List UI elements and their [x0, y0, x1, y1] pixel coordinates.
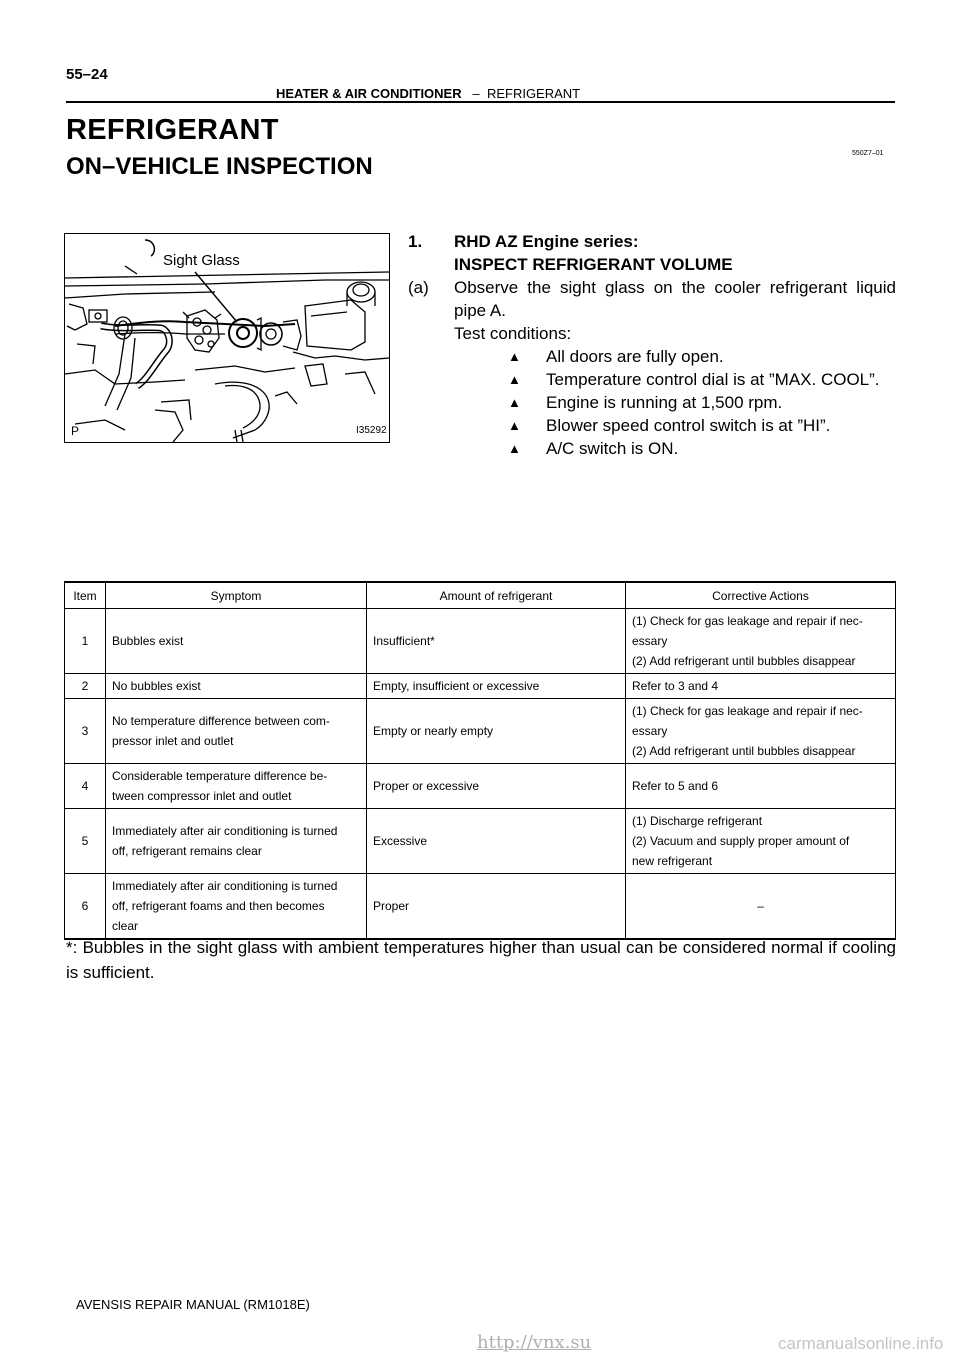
triangle-bullet-icon: ▲	[508, 418, 521, 433]
cell-line: tween compressor inlet and outlet	[112, 789, 292, 803]
step-1-line2: INSPECT REFRIGERANT VOLUME	[454, 255, 733, 274]
step-1-number: 1.	[408, 232, 423, 251]
header-divider	[66, 101, 895, 103]
header-section-sub: REFRIGERANT	[486, 86, 581, 101]
triangle-bullet-icon: ▲	[508, 372, 521, 387]
cell-symptom	[106, 809, 367, 874]
figure-code: I35292	[356, 425, 387, 436]
cell-symptom	[106, 764, 367, 809]
cell-amount: Empty or nearly empty	[367, 699, 626, 764]
condition-item	[408, 414, 896, 437]
step-1-line1: RHD AZ Engine series:	[454, 232, 639, 251]
cell-amount: Excessive	[367, 809, 626, 874]
label-leader-line	[195, 272, 237, 322]
manual-footer: AVENSIS REPAIR MANUAL (RM1018E)	[76, 1297, 310, 1312]
cell-actions	[626, 699, 896, 764]
table-row	[65, 809, 896, 874]
cell-line: (2) Add refrigerant until bubbles disappear	[632, 744, 856, 758]
cell-actions	[626, 764, 896, 809]
header-section-main: HEATER & AIR CONDITIONER	[276, 86, 462, 101]
cell-line: clear	[112, 919, 139, 933]
cell-line: (1) Discharge refrigerant	[632, 814, 763, 828]
cell-line: essary	[632, 724, 668, 738]
cell-symptom	[106, 674, 367, 699]
cell-amount: Proper or excessive	[367, 764, 626, 809]
cell-line: (1) Check for gas leakage and repair if nec-	[632, 704, 863, 718]
condition-text: Temperature control dial is at ”MAX. COOL”.	[546, 370, 880, 389]
header-item: Item	[65, 582, 106, 609]
cell-item: 5	[65, 809, 106, 874]
cell-line: –	[757, 899, 764, 913]
document-code: 550Z7–01	[852, 150, 884, 157]
cell-amount: Insufficient*	[367, 609, 626, 674]
table-row	[65, 874, 896, 940]
cell-line: Immediately after air conditioning is turned	[112, 879, 338, 893]
table-footnote: *: Bubbles in the sight glass with ambient temperatures higher than usual can be considered normal if cooling is sufficient.	[66, 938, 896, 982]
condition-item	[408, 345, 896, 368]
cell-line: Bubbles exist	[112, 634, 184, 648]
table-header-row	[65, 582, 896, 609]
cell-line: off, refrigerant remains clear	[112, 844, 262, 858]
cell-actions	[626, 874, 896, 940]
condition-item	[408, 368, 896, 391]
cell-line: new refrigerant	[632, 854, 713, 868]
sight-glass-illustration	[64, 233, 390, 443]
cell-actions	[626, 809, 896, 874]
table-row	[65, 699, 896, 764]
step-a-number: (a)	[408, 278, 429, 297]
cell-amount: Proper	[367, 874, 626, 940]
cell-item: 2	[65, 674, 106, 699]
step-1	[408, 230, 896, 276]
triangle-bullet-icon: ▲	[508, 349, 521, 364]
cell-line: off, refrigerant foams and then becomes	[112, 899, 325, 913]
symptom-table	[64, 581, 896, 940]
table-row	[65, 764, 896, 809]
watermark-link[interactable]: http://vnx.su	[477, 1332, 592, 1353]
page-subtitle: ON–VEHICLE INSPECTION	[66, 153, 373, 180]
page-title: REFRIGERANT	[66, 114, 279, 146]
step-a-text: Observe the sight glass on the cooler refrigerant liquid pipe A.	[454, 278, 896, 320]
condition-text: A/C switch is ON.	[546, 439, 679, 458]
condition-text: All doors are fully open.	[546, 347, 724, 366]
test-conditions-label: Test conditions:	[454, 324, 572, 343]
cell-line: (2) Add refrigerant until bubbles disappear	[632, 654, 856, 668]
sight-glass-label: Sight Glass	[163, 252, 240, 269]
condition-item	[408, 391, 896, 414]
header-separator: –	[472, 86, 480, 101]
triangle-bullet-icon: ▲	[508, 441, 521, 456]
header-corrective-actions: Corrective Actions	[626, 582, 896, 609]
cell-item: 6	[65, 874, 106, 940]
cell-item: 4	[65, 764, 106, 809]
cell-line: Considerable temperature difference be-	[112, 769, 328, 783]
triangle-bullet-icon: ▲	[508, 395, 521, 410]
cell-symptom	[106, 874, 367, 940]
condition-item	[408, 437, 896, 460]
condition-text: Blower speed control switch is at ”HI”.	[546, 416, 831, 435]
cell-line: Immediately after air conditioning is turned	[112, 824, 338, 838]
page-number: 55–24	[66, 66, 108, 83]
figure-corner-mark: P	[71, 424, 80, 438]
cell-symptom	[106, 609, 367, 674]
step-a	[408, 276, 896, 345]
cell-line: Refer to 5 and 6	[632, 779, 719, 793]
cell-line: essary	[632, 634, 668, 648]
cell-line: No temperature difference between com-	[112, 714, 330, 728]
watermark-site: carmanualsonline.info	[778, 1334, 944, 1353]
header-symptom: Symptom	[106, 582, 367, 609]
table-row	[65, 674, 896, 699]
cell-item: 1	[65, 609, 106, 674]
cell-line: (1) Check for gas leakage and repair if nec-	[632, 614, 863, 628]
cell-amount: Empty, insufficient or excessive	[367, 674, 626, 699]
table-row	[65, 609, 896, 674]
condition-text: Engine is running at 1,500 rpm.	[546, 393, 783, 412]
cell-actions	[626, 674, 896, 699]
cell-symptom	[106, 699, 367, 764]
header-section-title	[276, 86, 580, 101]
cell-line: No bubbles exist	[112, 679, 201, 693]
cell-actions	[626, 609, 896, 674]
cell-line: Refer to 3 and 4	[632, 679, 719, 693]
cell-line: pressor inlet and outlet	[112, 734, 234, 748]
cell-line: (2) Vacuum and supply proper amount of	[632, 834, 850, 848]
cell-item: 3	[65, 699, 106, 764]
header-amount: Amount of refrigerant	[367, 582, 626, 609]
inspection-steps	[408, 230, 896, 460]
